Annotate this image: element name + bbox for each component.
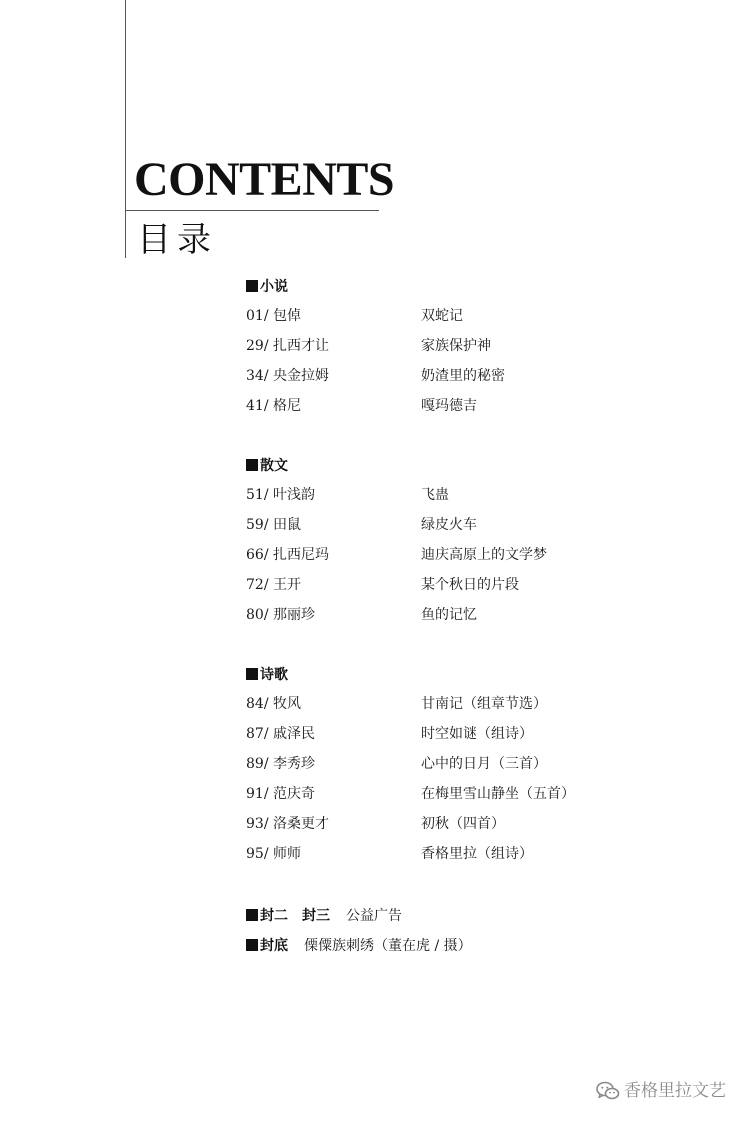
entry-page-author: 87/ 戚泽民: [246, 726, 315, 742]
cover-back-line: [246, 936, 472, 956]
entry-page-author: 41/ 格尼: [246, 398, 301, 414]
watermark-text: 香格里拉文艺: [624, 1081, 726, 1101]
square-bullet-icon: [246, 909, 258, 921]
entry-title: 心中的日月（三首）: [421, 756, 547, 772]
entry-title: 某个秋日的片段: [421, 577, 519, 593]
cover-inside-line: [246, 906, 402, 926]
toc-entry[interactable]: [246, 545, 626, 565]
toc-entry[interactable]: [246, 575, 626, 595]
entry-title: 飞蛊: [421, 487, 449, 503]
entry-page-author: 91/ 范庆奇: [246, 786, 315, 802]
entry-title: 在梅里雪山静坐（五首）: [421, 786, 575, 802]
entry-title: 双蛇记: [421, 308, 463, 324]
entry-page-author: 95/ 师师: [246, 846, 301, 862]
entry-title: 嘎玛德吉: [421, 398, 477, 414]
toc-entry[interactable]: [246, 485, 626, 505]
entry-page-author: 59/ 田鼠: [246, 517, 301, 533]
watermark: [596, 1079, 726, 1103]
wechat-icon: [596, 1081, 620, 1101]
horizontal-rule: [125, 210, 379, 211]
cover-back-label: 封底: [260, 938, 288, 954]
entry-page-author: 66/ 扎西尼玛: [246, 547, 329, 563]
entry-page-author: 80/ 那丽珍: [246, 607, 315, 623]
entry-page-author: 84/ 牧风: [246, 696, 301, 712]
contents-title-english: CONTENTS: [134, 153, 395, 206]
entry-title: 香格里拉（组诗）: [421, 846, 533, 862]
entry-page-author: 72/ 王开: [246, 577, 301, 593]
square-bullet-icon: [246, 459, 258, 471]
section-heading-prose: 散文: [246, 457, 288, 475]
toc-entry[interactable]: [246, 336, 626, 356]
section-heading-fiction: 小说: [246, 278, 288, 296]
entry-title: 奶渣里的秘密: [421, 368, 505, 384]
entry-title: 初秋（四首）: [421, 816, 505, 832]
toc-entry[interactable]: [246, 844, 626, 864]
toc-entry[interactable]: [246, 515, 626, 535]
square-bullet-icon: [246, 280, 258, 292]
entry-page-author: 89/ 李秀珍: [246, 756, 315, 772]
entry-title: 迪庆高原上的文学梦: [421, 547, 547, 563]
entry-page-author: 93/ 洛桑更才: [246, 816, 329, 832]
square-bullet-icon: [246, 668, 258, 680]
section-heading-poetry: 诗歌: [246, 666, 288, 684]
vertical-rule: [125, 0, 126, 258]
toc-entry[interactable]: [246, 814, 626, 834]
entry-title: 甘南记（组章节选）: [421, 696, 547, 712]
entry-page-author: 29/ 扎西才让: [246, 338, 329, 354]
entry-page-author: 51/ 叶浅韵: [246, 487, 315, 503]
square-bullet-icon: [246, 939, 258, 951]
toc-entry[interactable]: [246, 724, 626, 744]
toc-entry[interactable]: [246, 366, 626, 386]
toc-entry[interactable]: [246, 784, 626, 804]
cover-back-text: 傈僳族刺绣（董在虎 / 摄）: [304, 938, 472, 954]
entry-title: 鱼的记忆: [421, 607, 477, 623]
entry-page-author: 01/ 包倬: [246, 308, 301, 324]
entry-page-author: 34/ 央金拉姆: [246, 368, 329, 384]
toc-entry[interactable]: [246, 694, 626, 714]
toc-entry[interactable]: [246, 754, 626, 774]
entry-title: 时空如谜（组诗）: [421, 726, 533, 742]
entry-title: 绿皮火车: [421, 517, 477, 533]
cover-inside-text: 公益广告: [346, 908, 402, 924]
contents-title-chinese: 目录: [137, 220, 217, 260]
toc-entry[interactable]: [246, 605, 626, 625]
entry-title: 家族保护神: [421, 338, 491, 354]
cover-inside-label: 封二 封三: [260, 908, 330, 924]
toc-entry[interactable]: [246, 396, 626, 416]
toc-entry[interactable]: [246, 306, 626, 326]
